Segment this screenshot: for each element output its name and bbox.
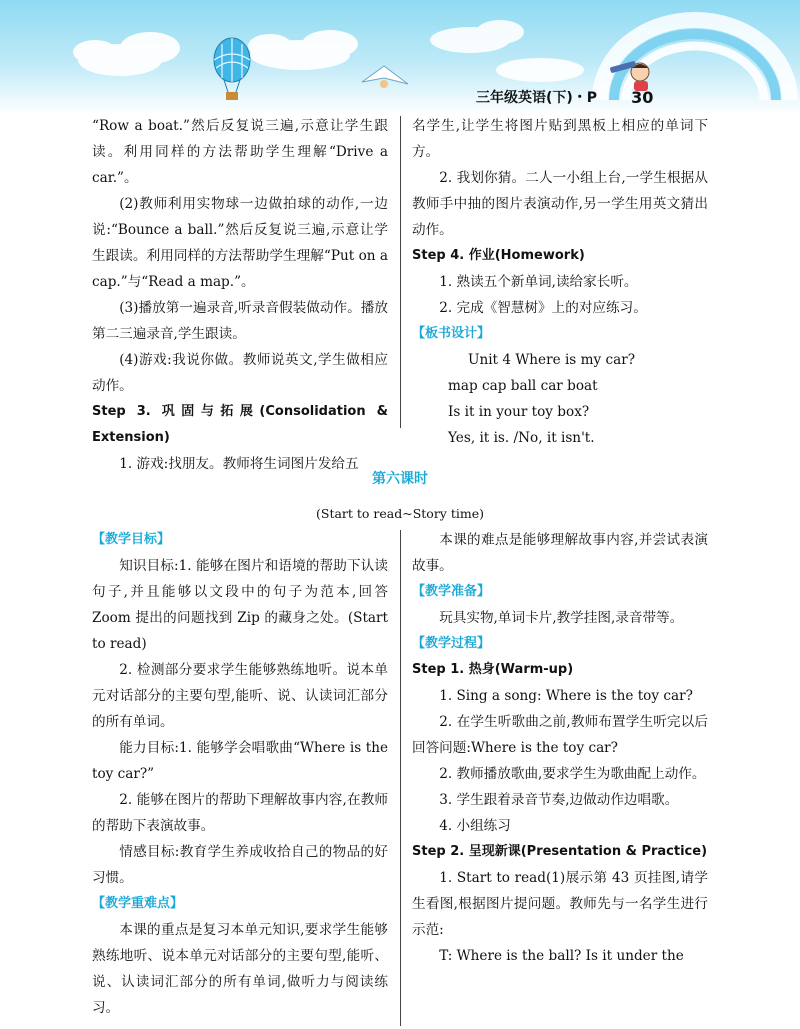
section-heading: 【板书设计】 (412, 326, 491, 341)
paragraph: 名学生,让学生将图片贴到黑板上相应的单词下方。 (412, 118, 708, 160)
paragraph: 2. 我划你猜。二人一小组上台,一学生根据从教师手中抽的图片表演动作,另一学生用英文猜出动作。 (412, 170, 708, 238)
paragraph: 情感目标:教育学生养成收拾自己的物品的好习惯。 (92, 844, 388, 886)
page-header (476, 84, 716, 110)
paragraph: 2. 教师播放歌曲,要求学生为歌曲配上动作。 (439, 766, 706, 782)
paragraph: 能力目标:1. 能够学会唱歌曲“Where is the toy car?” (92, 740, 388, 782)
paragraph: 3. 学生跟着录音节奏,边做动作边唱歌。 (439, 792, 679, 808)
board-line: Unit 4 Where is my car? (468, 352, 635, 368)
lesson-subtitle: (Start to read~Story time) (316, 506, 484, 521)
paragraph: 1. Start to read(1)展示第 43 页挂图,请学生看图,根据图片提问题。教师先与一名学生进行示范: (412, 870, 708, 938)
paragraph: 知识目标:1. 能够在图片和语境的帮助下认读句子,并且能够以文段中的句子为范本,回答 Zoom 提出的问题找到 Zip 的藏身之处。(Start to read) (92, 558, 388, 652)
top-right-column (412, 113, 708, 451)
hot-air-balloon-icon (214, 38, 250, 100)
lesson-title: 第六课时 (372, 471, 428, 487)
section-heading: 【教学重难点】 (92, 896, 184, 911)
board-line: map cap ball car boat (448, 378, 598, 394)
board-line: Yes, it is. /No, it isn't. (448, 430, 595, 446)
paragraph: (4)游戏:我说你做。教师说英文,学生做相应动作。 (92, 352, 388, 394)
paragraph: 1. Sing a song: Where is the toy car? (439, 688, 693, 704)
column-divider (400, 530, 401, 1026)
cloud-icon (73, 32, 180, 76)
paragraph: 2. 完成《智慧树》上的对应练习。 (439, 300, 647, 316)
paragraph: T: Where is the ball? Is it under the (439, 948, 684, 964)
paragraph: 1. 熟读五个新单词,读给家长听。 (439, 274, 638, 290)
paragraph: (3)播放第一遍录音,听录音假装做动作。播放第二三遍录音,学生跟读。 (92, 300, 388, 342)
cloud-icon (430, 20, 524, 53)
paragraph: “Row a boat.”然后反复说三遍,示意让学生跟读。利用同样的方法帮助学生理解“Drive a car.”。 (92, 118, 388, 186)
paragraph: 本课的难点是能够理解故事内容,并尝试表演故事。 (412, 532, 708, 574)
header-banner (0, 0, 800, 115)
top-left-column (92, 113, 388, 477)
bottom-left-column (92, 527, 388, 1021)
cloud-icon (496, 58, 584, 82)
paragraph: 2. 能够在图片的帮助下理解故事内容,在教师的帮助下表演故事。 (92, 792, 388, 834)
section-heading: 【教学过程】 (412, 636, 491, 651)
kite-icon (362, 66, 408, 88)
step-heading: Step 4. 作业(Homework) (412, 248, 585, 263)
paragraph: 4. 小组练习 (439, 818, 511, 834)
step-heading: Step 1. 热身(Warm-up) (412, 662, 574, 677)
paragraph: 2. 在学生听歌曲之前,教师布置学生听完以后回答问题:Where is the toy car? (412, 714, 708, 756)
page-number: 30 (631, 87, 654, 107)
cloud-icon (248, 30, 358, 70)
step-heading: Step 2. 呈现新课(Presentation & Practice) (412, 844, 708, 859)
step-heading: Step 3. 巩固与拓展(Consolidation & Extension) (92, 404, 388, 445)
paragraph: 1. 游戏:找朋友。教师将生词图片发给五 (119, 456, 359, 472)
paragraph: 玩具实物,单词卡片,教学挂图,录音带等。 (439, 610, 684, 626)
section-heading: 【教学目标】 (92, 532, 171, 547)
bottom-right-column (412, 527, 708, 969)
section-heading: 【教学准备】 (412, 584, 491, 599)
board-line: Is it in your toy box? (448, 404, 590, 420)
paragraph: (2)教师利用实物球一边做拍球的动作,一边说:“Bounce a ball.”然后反复说三遍,示意让学生跟读。利用同样的方法帮助学生理解“Put on a cap.”与“Read a map.”。 (92, 196, 388, 290)
paragraph: 本课的重点是复习本单元知识,要求学生能够熟练地听、说本单元对话部分的主要句型,能听、说、认读词汇部分的所有单词,做听力与阅读练习。 (92, 922, 388, 1016)
paragraph: 2. 检测部分要求学生能够熟练地听。说本单元对话部分的主要句型,能听、说、认读词汇部分的所有单词。 (92, 662, 388, 730)
column-divider (400, 116, 401, 428)
book-title: 三年级英语(下)・P (476, 90, 598, 106)
